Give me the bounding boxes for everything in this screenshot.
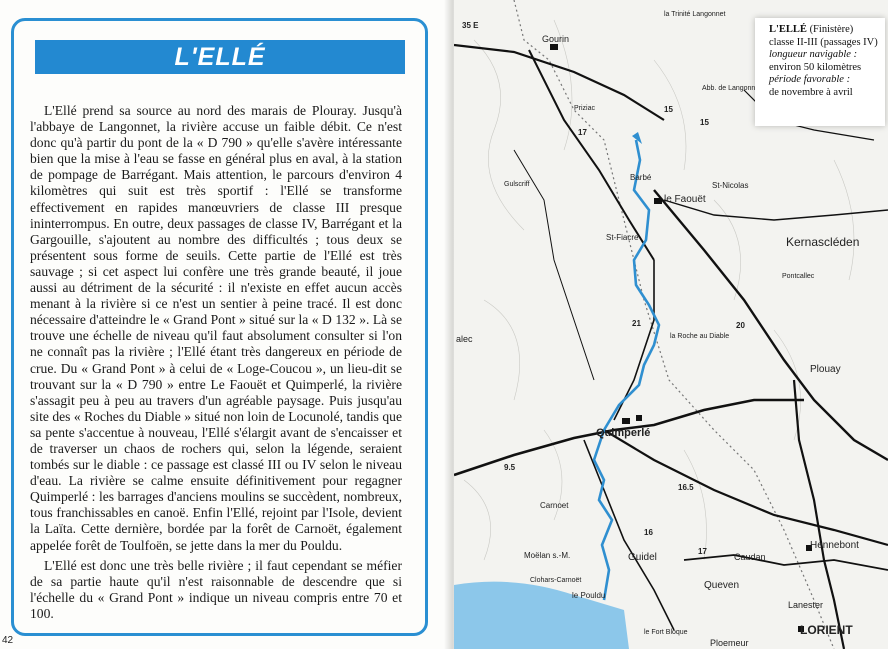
road-num-1: 17 <box>578 128 587 137</box>
road-num-10: 35 E <box>462 21 479 30</box>
label-hennebont: Hennebont <box>810 540 859 551</box>
label-fiacre: St-Fiacre <box>606 233 639 242</box>
label-alec: alec <box>456 334 473 344</box>
road-num-4: 21 <box>632 319 641 328</box>
road-num-2: 15 <box>664 105 673 114</box>
article-body <box>30 103 402 622</box>
label-trinite: la Trinité Langonnet <box>664 11 726 18</box>
label-caudan: Caudan <box>734 552 766 562</box>
page-number: 42 <box>2 635 14 646</box>
label-quimperle: Quimperlé <box>596 427 651 439</box>
paragraph-2: L'Ellé est donc une très belle rivière ; il faut cependant se méfier de sa partie haute qu'il n'est raisonnable de descendre que si l'échelle du « Grand Pont » indique un niveau compris entre 70 et 100. <box>30 557 402 621</box>
title-banner <box>35 40 405 74</box>
article-title: L'ELLÉ <box>174 42 266 71</box>
label-abbaye: Abb. de Langonn <box>702 85 756 92</box>
label-fortbloque: le Fort Bloque <box>644 629 688 636</box>
label-ploemeur: Ploemeur <box>710 638 749 648</box>
label-faouet: le Faouët <box>664 194 706 205</box>
label-nicolas: St-Nicolas <box>712 181 749 190</box>
label-priziac: Priziac <box>574 105 596 112</box>
road-num-3: 15 <box>700 118 709 127</box>
label-lorient: LORIENT <box>800 623 853 637</box>
label-gourin: Gourin <box>542 34 570 44</box>
info-season-label: période favorable : <box>769 74 851 86</box>
label-plouay: Plouay <box>810 364 841 375</box>
info-length-label: longueur navigable : <box>769 49 858 61</box>
label-moelan: Moëlan s.-M. <box>524 551 571 560</box>
road-num-5: 20 <box>736 321 745 330</box>
label-barbe: Barbé <box>630 173 652 182</box>
label-carnoet: Carnoet <box>540 501 569 510</box>
label-roche: la Roche au Diable <box>670 333 730 340</box>
label-gulsciff: Gulscriff <box>504 181 530 188</box>
info-season-value: de novembre à avril <box>769 86 853 98</box>
road-num-6: 16 <box>644 528 653 537</box>
label-pouldu: le Pouldu <box>572 591 606 600</box>
info-length-value: environ 50 kilomètres <box>769 61 862 73</box>
label-queven: Queven <box>704 580 740 591</box>
label-lanester: Lanester <box>788 600 824 610</box>
road-num-7: 16.5 <box>678 483 694 492</box>
info-classes: classe II-III (passages IV) <box>769 36 878 48</box>
road-num-8: 9.5 <box>504 463 516 472</box>
info-box <box>755 18 885 126</box>
label-kernascleden: Kernascléden <box>786 235 860 249</box>
label-guidel: Guidel <box>628 552 657 563</box>
paragraph-1: L'Ellé prend sa source au nord des marais de Plouray. Jusqu'à l'abbaye de Langonnet, la rivière accuse un faible débit. Ce n'est donc qu'à partir du pont de la « D 790 » qu'elle s'avère intéressante bien que la mise à l'eau se fasse en général plus en aval, à la station de pompage de Barrégant. Mais attention, le parcours d'environ 4 kilomètres qui suit est très sportif : l'Ellé se transforme effectivement en rapides manœuvriers de classe III presque ininterrompus. En outre, deux passages de classe IV, Barrégant et la Gargouille, s'ajoutent au nombre des difficultés ; tous deux se présentent sous forme de seuils. Cette partie de l'Ellé est très sauvage ; si cet aspect lui confère une très grande beauté, il joue aussi au détriment de la sécurité : il n'existe en effet aucun accès menant à la rivière si ce n'est un sentier à peine tracé. Il est donc nécessaire d'atteindre le « Grand Pont » situé sur la « D 132 ». Là se trouve une échelle de niveau qu'il faut absolument consulter si l'on ne connaît pas la rivière ; l'Ellé étant très dangereux en période de crue. Du « Grand Pont » à celui de « Loge-Coucou », un lieu-dit se trouvant sur la « D 790 » entre Le Faouët et Quimperlé, la rivière s'assagit peu à peu au travers d'un agréable paysage. Puis jusqu'au site des « Roches du Diable » situé non loin de Locunolé, tandis que sa pente s'accentue à nouveau, l'Ellé s'élargit avant de s'encaisser et de traverser un chaos de rochers qui, selon la légende, seraient tombés sur le diable : ce passage est classé III ou IV selon le niveau d'eau. La rivière se calme ensuite définitivement pour regagner Quimperlé : les barrages d'anciens moulins se succèdent, nombreux, tous franchissables en canoë. Enfin l'Ellé, rejoint par l'Isole, devient la Laïta. Cette dernière, bordée par la forêt de Carnoët, également appelée forêt de Toulfoën, se jette dans la mer du Pouldu. <box>30 103 402 553</box>
info-region: (Finistère) <box>809 24 854 35</box>
info-name: L'ELLÉ <box>769 24 807 35</box>
label-pontcallec: Pontcallec <box>782 273 815 280</box>
road-num-9: 17 <box>698 547 707 556</box>
label-clohars: Clohars-Carnoët <box>530 577 582 584</box>
